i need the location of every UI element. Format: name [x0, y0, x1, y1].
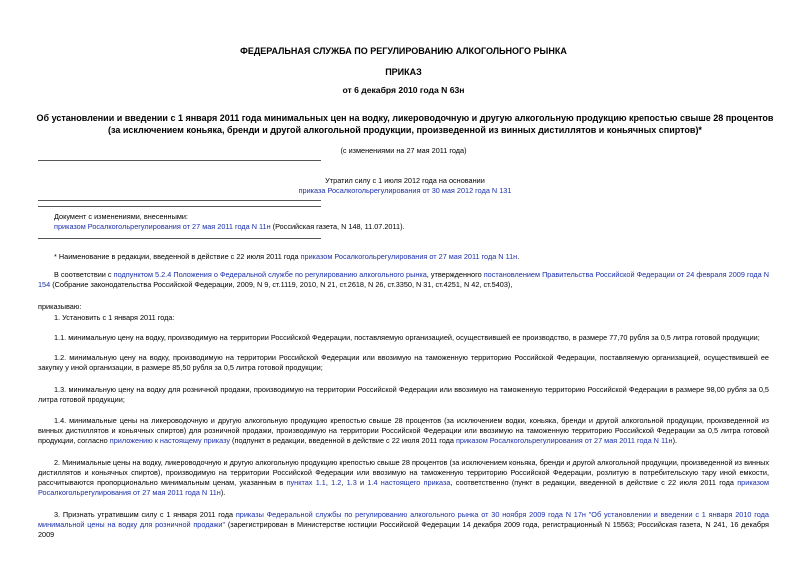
appendix-link[interactable]: приложению к настоящему приказу: [109, 436, 231, 445]
separator: и: [356, 478, 368, 487]
item-1-1: 1.1. минимальную цену на водку, производимую на территории Российской Федерации, поставляемую организацией, осуществившей ее производство, в размере 77,70 рубля за 0,5 литра готовой продукции;: [54, 333, 760, 342]
item-1-2: 1.2. минимальную цену на водку, производимую на территории Российской Федерации или ввозимую на таможенную территорию Российской Федерации, поставляемую организацией, осуществившей ее закупку у иной организации, в размере 85,50 рубля за 0,5 литра готовой продукции;: [38, 353, 769, 372]
item-1-4-text-3: ).: [672, 436, 678, 445]
lost-force-note: [240, 176, 570, 196]
document-title: [20, 112, 790, 136]
item-2-text-3: ).: [220, 488, 226, 497]
item-1-4: [38, 416, 769, 446]
item-2-text-2: , соответственно (пункт в редакции, введенной в действие с 22 июля 2011 года: [450, 478, 738, 487]
item-3-orders-link[interactable]: приказы Федеральной службы по регулированию алкогольного рынка от 30 ноября 2009 года N 17н "Об установлении и введении с 1 января 2010 года минимальной цены на водку для розничной продажи": [38, 510, 769, 529]
edits-note: (с изменениями на 27 мая 2011 года): [340, 146, 467, 155]
title-line-1: Об установлении и введении с 1 января 2011 года минимальных цен на водку, ликероводочную и другую алкогольную продукцию крепостью свыше 28 процентов: [36, 113, 774, 123]
doc-date-number: от 6 декабря 2010 года N 63н: [342, 85, 465, 95]
link-point-1-2[interactable]: 1.2: [331, 478, 342, 487]
link-point-1-1[interactable]: пунктах 1.1: [286, 478, 326, 487]
item-3: [38, 510, 769, 540]
separator: ,: [341, 478, 347, 487]
item-3-text-2: (зарегистрирован в Министерстве юстиции Российской Федерации 14 декабря 2009 года, регистрационный N 15563; Российская газета, N 241, 16 декабря 2009: [38, 520, 769, 539]
divider: [38, 160, 321, 161]
basis-link-regulation[interactable]: подпунктом 5.2.4 Положения о Федеральной службе по регулированию алкогольного рынка: [113, 270, 427, 279]
separator: ,: [325, 478, 332, 487]
lost-force-text: Утратил силу с 1 июля 2012 года на основании: [325, 176, 485, 185]
footnote-tail: .: [517, 252, 520, 261]
changes-doc-label: Документ с изменениями, внесенными:: [54, 212, 188, 221]
basis-text-3: (Собрание законодательства Российской Федерации, 2009, N 9, ст.1119, 2010, N 21, ст.2618, N 26, ст.3350, N 31, ст.4251, N 42, ст.5403),: [50, 280, 513, 289]
basis-link-resolution[interactable]: постановлением Правительства Российской Федерации от 24 февраля 2009 года N 154: [38, 270, 770, 289]
divider: [38, 206, 321, 207]
link-point-1-3[interactable]: 1.3: [346, 478, 357, 487]
item-2-order-link[interactable]: приказом Росалкогольрегулирования от 27 мая 2011 года N 11н: [38, 478, 769, 497]
footnote: [54, 252, 519, 262]
divider: [38, 200, 321, 201]
item-2: [38, 458, 769, 498]
item-1-4-text-2: (подпункт в редакции, введенной в действие с 22 июля 2011 года: [230, 436, 456, 445]
basis-text-1: В соответствии с: [54, 270, 114, 279]
footnote-text: * Наименование в редакции, введенной в действие с 22 июля 2011 года: [54, 252, 301, 261]
link-point-1-4[interactable]: 1.4 настоящего приказа: [367, 478, 451, 487]
changes-doc-tail: (Российская газета, N 148, 11.07.2011).: [270, 222, 405, 231]
footnote-link[interactable]: приказом Росалкогольрегулирования от 27 мая 2011 года N 11н: [300, 252, 518, 261]
changes-doc-link[interactable]: приказом Росалкогольрегулирования от 27 мая 2011 года N 11н: [54, 222, 271, 231]
agency-heading: ФЕДЕРАЛЬНАЯ СЛУЖБА ПО РЕГУЛИРОВАНИЮ АЛКОГОЛЬНОГО РЫНКА: [240, 46, 567, 56]
doc-type-heading: ПРИКАЗ: [385, 67, 422, 77]
item-1: 1. Установить с 1 января 2011 года:: [54, 313, 175, 322]
order-word: приказываю:: [38, 302, 82, 311]
item-1-4-text-1: 1.4. минимальные цены на ликероводочную и другую алкогольную продукцию крепостью свыше 28 процентов (за исключением водки, коньяка, бренди и другой алкогольной продукции, произведенной из винных дистиллятов и коньячных спиртов) для розничной продажи, производимую на территории Российской Федерации или ввозимую на таможенную территорию Российской Федерации за 0,5 литра готовой продукции, согласно: [38, 416, 769, 445]
changes-document-block: [54, 212, 405, 232]
item-2-text-1: 2. Минимальные цены на водку, ликероводочную и другую алкогольную продукцию крепостью свыше 28 процентов (за исключением коньяка, бренди и другой алкогольной продукции, произведенной из винных дистиллятов и коньячных спиртов), производимую на территории Российской Федерации или ввозимую на таможенную территорию Российской Федерации, розлитую в потребительскую тару иной емкости, рассчитываются пропорционально минимальным ценам, указанным в: [38, 458, 769, 487]
lost-force-link[interactable]: приказа Росалкогольрегулирования от 30 мая 2012 года N 131: [298, 186, 512, 195]
title-line-2: (за исключением коньяка, бренди и другой алкогольной продукции, произведенной из винных дистиллятов и коньячных спиртов)*: [108, 125, 702, 135]
item-1-3: 1.3. минимальную цену на водку для розничной продажи, производимую на территории Российской Федерации или ввозимую на таможенную территорию Российской Федерации в размере 98,00 рубля за 0,5 литра готовой продукции;: [38, 385, 769, 404]
item-1-4-order-link[interactable]: приказом Росалкогольрегулирования от 27 мая 2011 года N 11н: [455, 436, 673, 445]
item-3-text-1: 3. Признать утратившим силу с 1 января 2011 года: [54, 510, 236, 519]
basis-paragraph: [38, 270, 769, 290]
divider: [38, 238, 321, 239]
basis-text-2: , утвержденного: [426, 270, 484, 279]
